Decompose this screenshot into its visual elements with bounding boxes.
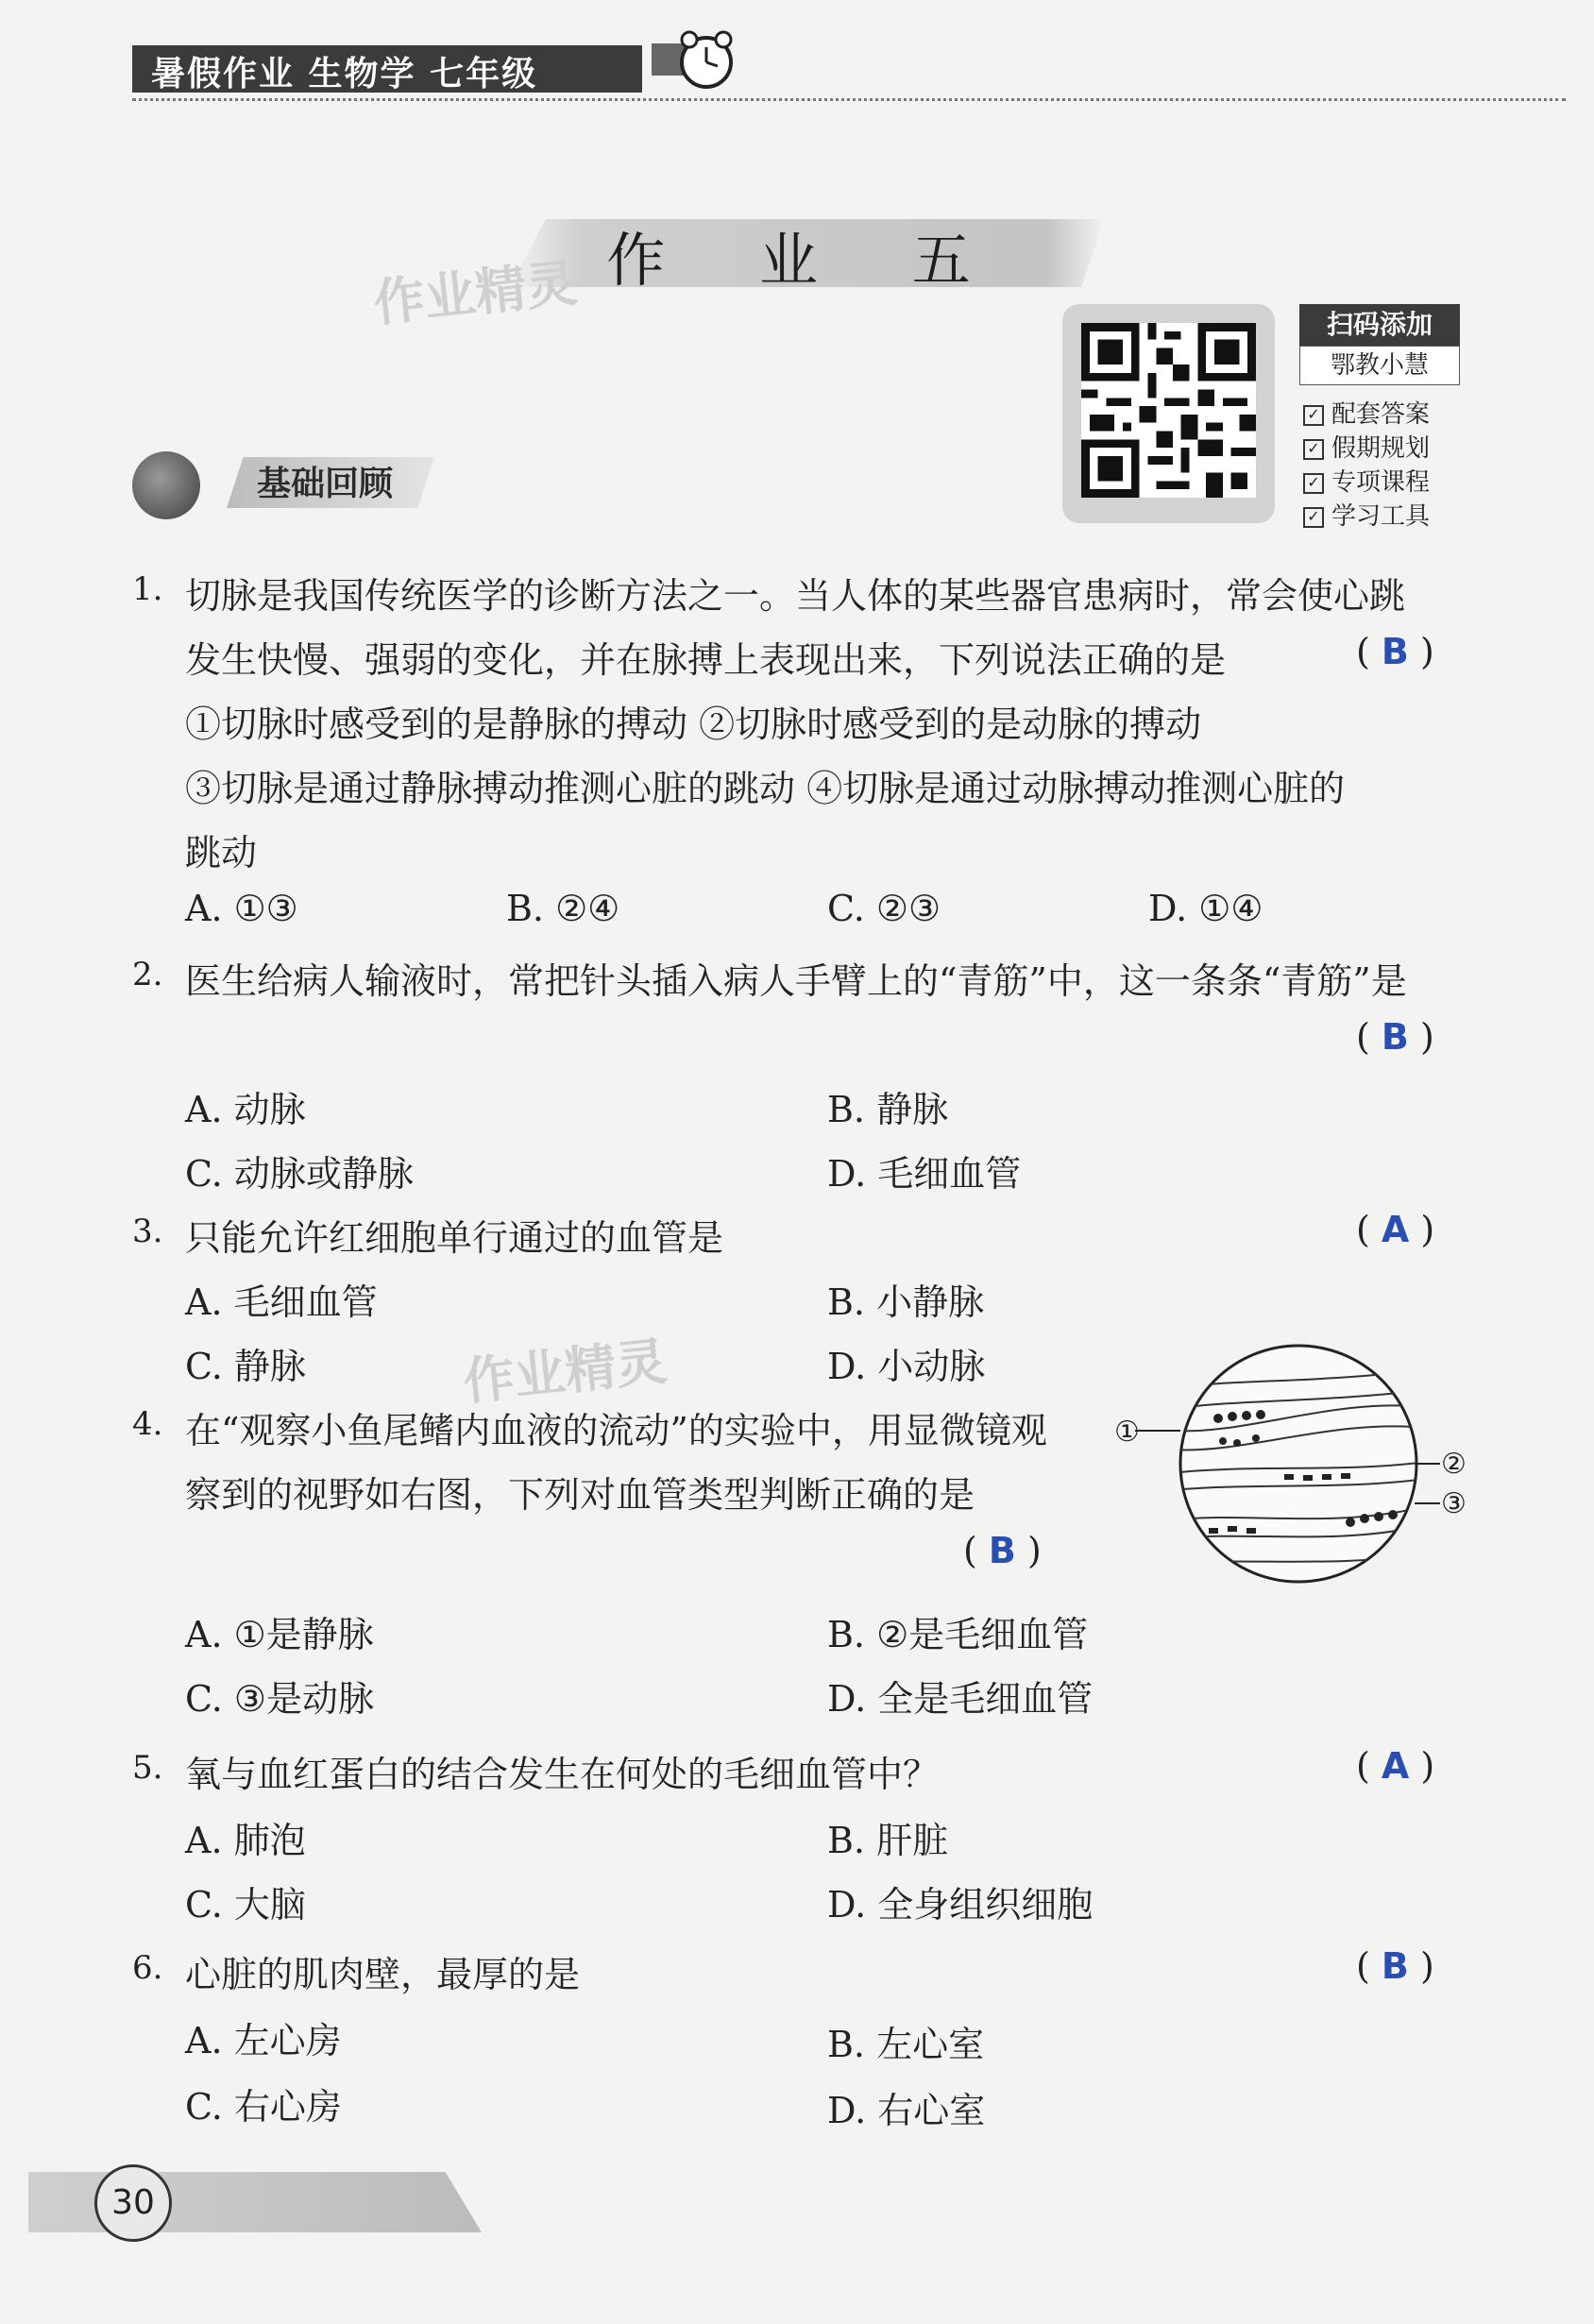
option: D. ①④ (1148, 888, 1263, 929)
option: D. 全身组织细胞 (827, 1884, 1094, 1925)
header-title: 暑假作业 生物学 七年级 (151, 55, 538, 93)
question-text: 察到的视野如右图，下列对血管类型判断正确的是 (185, 1474, 975, 1516)
watermark: 作业精灵 (460, 1331, 670, 1413)
question-number: 1. (132, 570, 163, 608)
question-number: 6. (132, 1949, 163, 1987)
question-text: 在“观察小鱼尾鳍内血液的流动”的实验中，用显微镜观 (185, 1410, 1047, 1451)
header-divider (132, 98, 1566, 101)
assignment-title: 作 业 五 (606, 226, 1009, 295)
qr-feature: ✓ 专项课程 (1303, 463, 1430, 498)
figure-label-3: ③ (1441, 1487, 1467, 1520)
answer-value: B (1381, 1945, 1409, 1987)
question-text: ①切脉时感受到的是静脉的搏动 ②切脉时感受到的是动脉的搏动 (185, 704, 1202, 745)
checkbox-icon: ✓ (1303, 405, 1324, 426)
option: C. 静脉 (185, 1346, 306, 1387)
option: A. 毛细血管 (185, 1281, 378, 1323)
fish-tail-microscope-figure (1114, 1341, 1473, 1586)
answer-value: B (1381, 631, 1409, 672)
qr-feature: ✓ 学习工具 (1303, 497, 1430, 532)
section-label: 基础回顾 (257, 465, 394, 503)
question-number: 2. (132, 956, 163, 993)
question-text: 只能允许红细胞单行通过的血管是 (185, 1217, 724, 1259)
answer-value: B (1381, 1016, 1409, 1058)
option: A. 肺泡 (185, 1820, 306, 1861)
answer-bracket: ( A ) (1356, 1209, 1435, 1250)
question-text: 医生给病人输液时，常把针头插入病人手臂上的“青筋”中，这一条条“青筋”是 (185, 960, 1407, 1002)
section-arrow-icon (132, 451, 200, 519)
qr-heading: 扫码添加 (1299, 304, 1460, 346)
checkbox-icon: ✓ (1303, 473, 1324, 494)
option: B. ②是毛细血管 (827, 1614, 1089, 1655)
answer-value: B (988, 1530, 1016, 1571)
qr-code-icon[interactable] (1081, 323, 1256, 498)
option: A. ①③ (185, 888, 298, 929)
question-text: 切脉是我国传统医学的诊断方法之一。当人体的某些器官患病时，常会使心跳 (185, 575, 1406, 617)
qr-subheading: 鄂教小慧 (1299, 346, 1460, 385)
option: A. ①是静脉 (185, 1614, 374, 1655)
option: D. 小动脉 (827, 1346, 986, 1387)
option: A. 左心房 (185, 2020, 342, 2061)
option: C. ②③ (827, 888, 941, 929)
answer-bracket: ( B ) (1356, 1945, 1434, 1987)
option: C. ③是动脉 (185, 1678, 374, 1720)
question-text: 跳动 (185, 832, 258, 874)
qr-feature: ✓ 配套答案 (1303, 395, 1430, 430)
watermark: 作业精灵 (370, 252, 581, 334)
option: A. 动脉 (185, 1089, 306, 1130)
checkbox-icon: ✓ (1303, 439, 1324, 460)
option: B. 左心室 (827, 2024, 985, 2065)
question-number: 5. (132, 1749, 163, 1787)
option: B. 小静脉 (827, 1281, 985, 1323)
answer-bracket: ( B ) (963, 1530, 1042, 1571)
question-number: 4. (132, 1405, 163, 1443)
option: B. ②④ (506, 888, 620, 929)
option: D. 全是毛细血管 (827, 1678, 1094, 1720)
figure-label-1: ① (1114, 1416, 1140, 1449)
answer-bracket: ( A ) (1356, 1745, 1435, 1787)
option: C. 右心房 (185, 2086, 342, 2128)
answer-value: A (1381, 1745, 1410, 1787)
option: B. 肝脏 (827, 1820, 949, 1861)
question-text: ③切脉是通过静脉搏动推测心脏的跳动 ④切脉是通过动脉搏动推测心脏的 (185, 768, 1346, 809)
option: B. 静脉 (827, 1089, 949, 1130)
option: D. 毛细血管 (827, 1153, 1022, 1195)
option: D. 右心室 (827, 2090, 986, 2131)
qr-feature: ✓ 假期规划 (1303, 429, 1430, 464)
question-text: 发生快慢、强弱的变化，并在脉搏上表现出来，下列说法正确的是 (185, 639, 1227, 681)
alarm-clock-icon (652, 26, 737, 94)
option: C. 动脉或静脉 (185, 1153, 414, 1195)
answer-bracket: ( B ) (1356, 631, 1434, 672)
checkbox-icon: ✓ (1303, 507, 1324, 528)
question-text: 心脏的肌肉壁，最厚的是 (185, 1954, 581, 1995)
figure-label-2: ② (1441, 1448, 1467, 1481)
answer-value: A (1381, 1209, 1410, 1250)
question-text: 氧与血红蛋白的结合发生在何处的毛细血管中？ (185, 1754, 940, 1795)
answer-bracket: ( B ) (1356, 1016, 1434, 1058)
question-number: 3. (132, 1213, 163, 1250)
page-number: 30 (94, 2164, 172, 2242)
option: C. 大脑 (185, 1884, 306, 1925)
